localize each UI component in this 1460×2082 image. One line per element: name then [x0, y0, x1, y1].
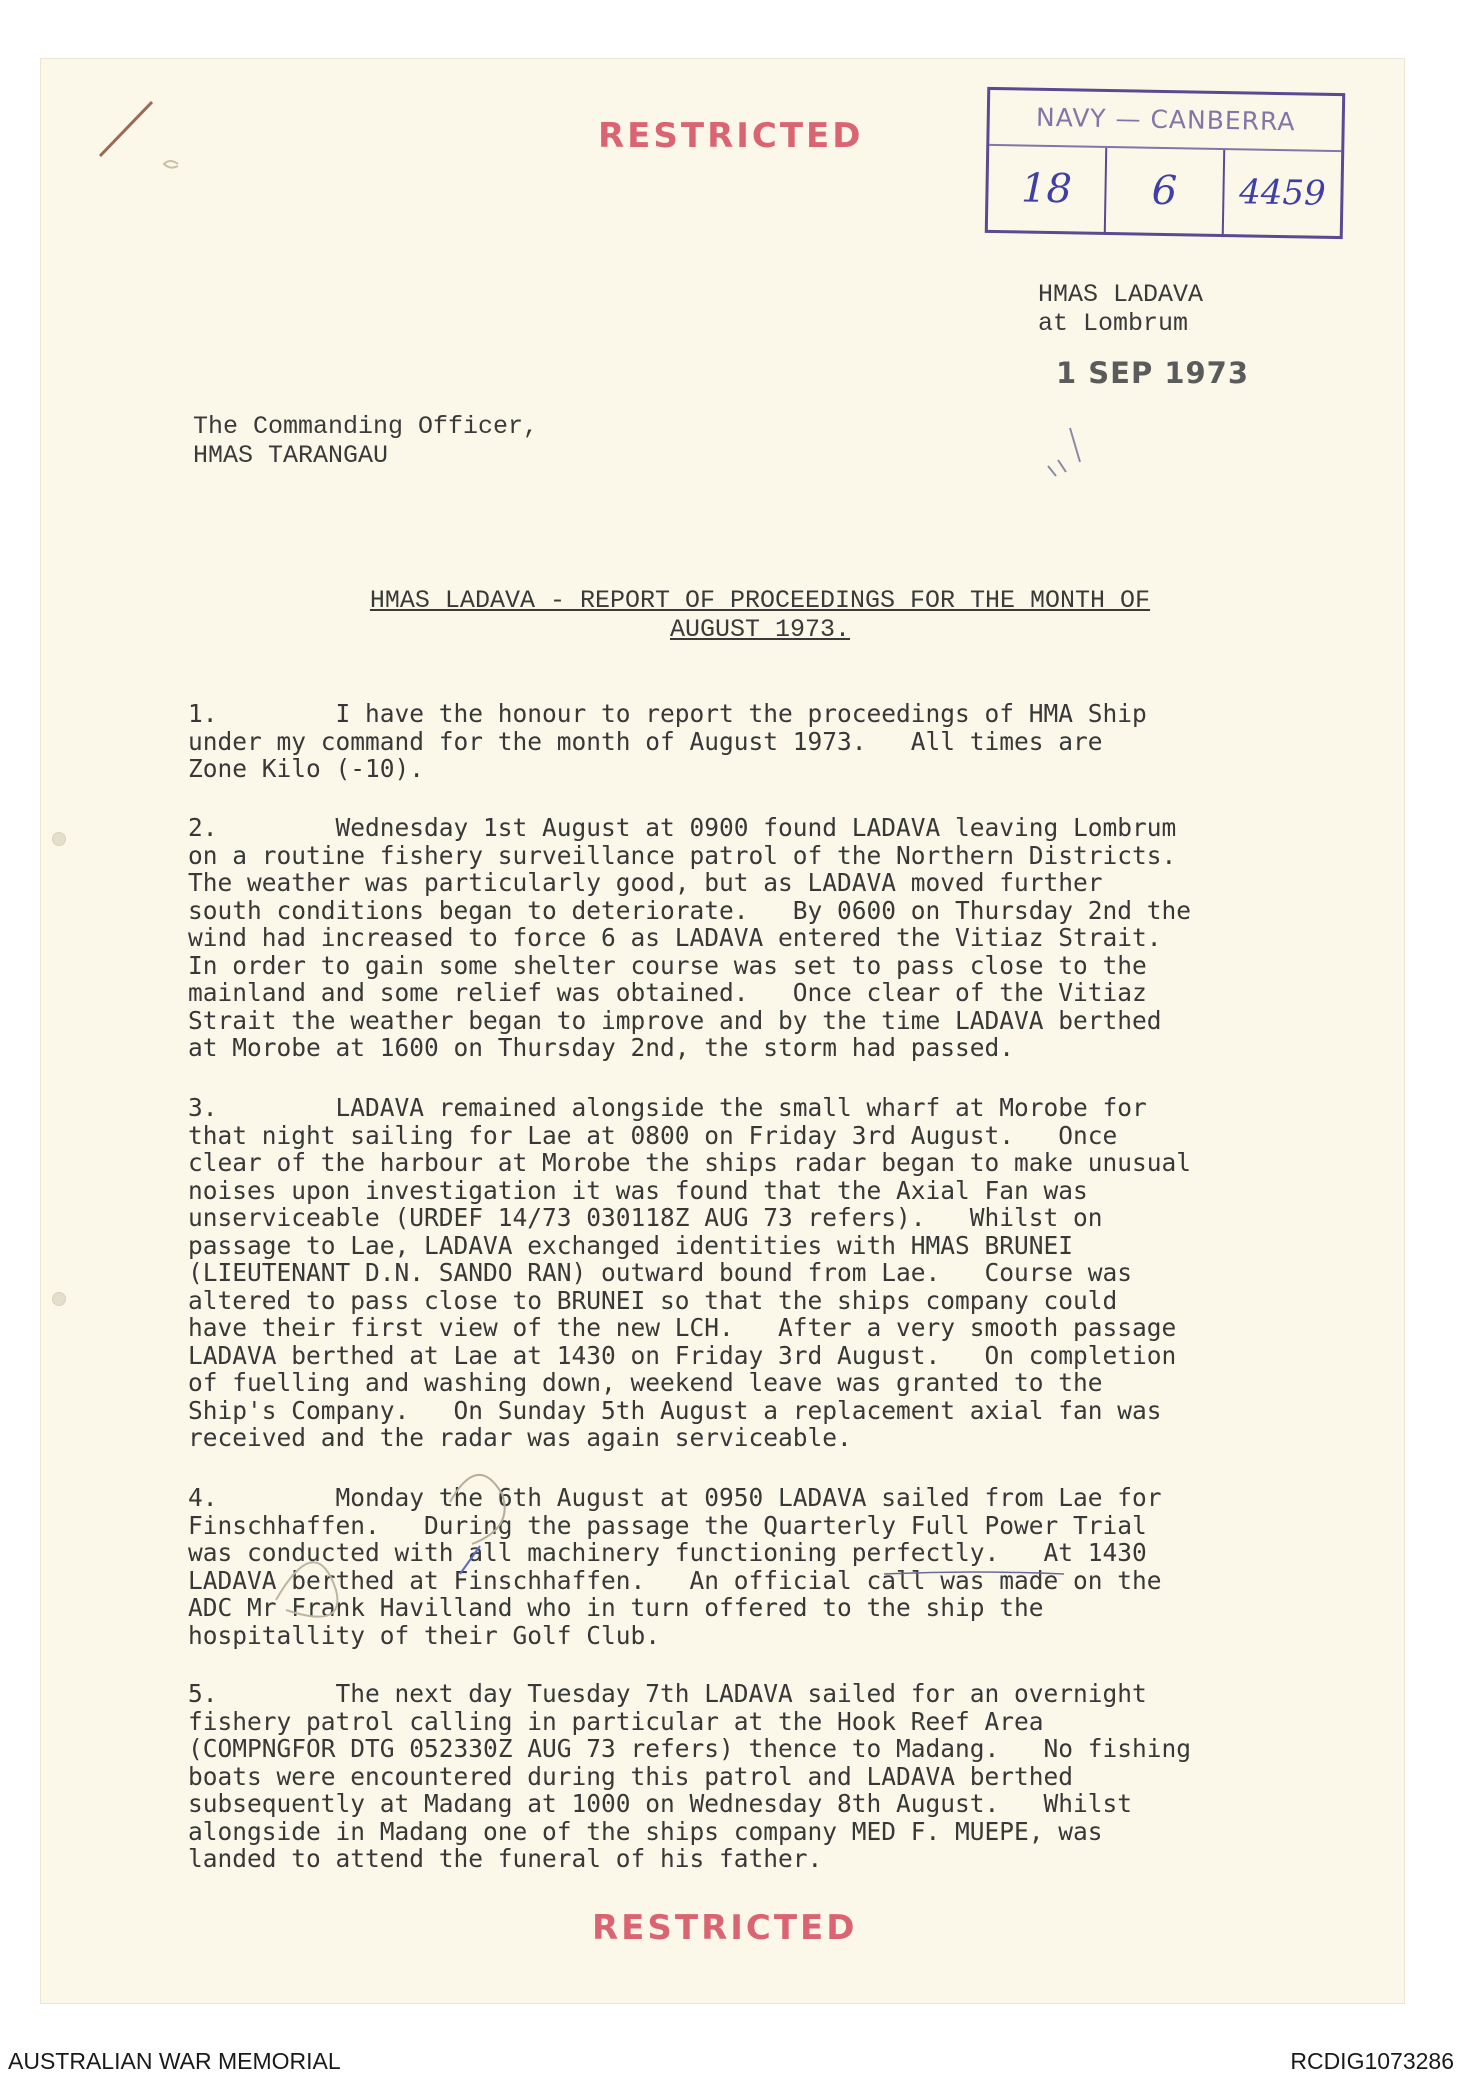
- registry-month: 6: [1106, 148, 1225, 234]
- heading-line-1: HMAS LADAVA - REPORT OF PROCEEDINGS FOR THE MONTH OF: [369, 586, 1151, 615]
- punch-hole: [52, 1292, 66, 1306]
- footer-institution: AUSTRALIAN WAR MEMORIAL: [8, 2048, 341, 2074]
- registry-stamp: [985, 87, 1345, 239]
- registry-day: 18: [988, 146, 1107, 232]
- recipient-title: The Commanding Officer,: [193, 412, 539, 441]
- pencil-annotation: [160, 1450, 560, 1630]
- pencil-mark: [92, 96, 182, 186]
- recipient-address: [193, 412, 538, 470]
- paragraph-5: 5. The next day Tuesday 7th LADAVA sailed for an overnight fishery patrol calling in particular at the Hook Reef Area (COMPNGFOR DTG 052330Z AUG 73 refers) thence to Madang. No fishing boats were encountered during this patrol and LADAVA berthed subsequently at Madang at 1000 on Wednesday 8th August. Whilst alongside in Madang one of the ships company MED F. MUEPE, was landed to attend the funeral of his father.: [188, 1679, 1192, 1873]
- paragraph-4: 4. Monday the 6th August at 0950 LADAVA sailed from Lae for Finschhaffen. During the passage the Quarterly Full Power Trial was conducted with all machinery functioning perfectly. At 1430 LADAVA berthed at Finschhaffen. An official call was made on the ADC Mr Frank Havilland who in turn offered to the ship the hospitallity of their Golf Club.: [188, 1483, 1162, 1650]
- sender-location: at Lombrum: [1038, 309, 1189, 338]
- paragraph-2: 2. Wednesday 1st August at 0900 found LADAVA leaving Lombrum on a routine fishery surveillance patrol of the Northern Districts. The weather was particularly good, but as LADAVA moved further south conditions began to deteriorate. By 0600 on Thursday 2nd the wind had increased to force 6 as LADAVA entered the Vitiaz Strait. In order to gain some shelter course was set to pass close to the mainland and some relief was obtained. Once clear of the Vitiaz Strait the weather began to improve and by the time LADAVA berthed at Morobe at 1600 on Thursday 2nd, the storm had passed.: [188, 813, 1192, 1062]
- punch-hole: [52, 832, 66, 846]
- report-heading: [320, 586, 1200, 644]
- registry-file-number: 4459: [1238, 172, 1327, 214]
- restricted-stamp-top: RESTRICTED: [598, 116, 864, 156]
- tick-mark: [1040, 424, 1100, 484]
- footer-document-id: RCDIG1073286: [1290, 2048, 1454, 2074]
- sender-ship: HMAS LADAVA: [1038, 280, 1204, 309]
- underline-mark: [880, 1568, 1080, 1580]
- date-received-stamp: 1 SEP 1973: [1056, 356, 1250, 390]
- heading-line-2: AUGUST 1973.: [669, 615, 851, 644]
- paragraph-1: 1. I have the honour to report the proceedings of HMA Ship under my command for the month of August 1973. All times are Zone Kilo (-10).: [188, 699, 1147, 783]
- paragraph-3: 3. LADAVA remained alongside the small wharf at Morobe for that night sailing for Lae at 0800 on Friday 3rd August. Once clear of the harbour at Morobe the ships radar began to make unusual noises upon investigation it was found that the Axial Fan was unserviceable (URDEF 14/73 030118Z AUG 73 refers). Whilst on passage to Lae, LADAVA exchanged identities with HMAS BRUNEI (LIEUTENANT D.N. SANDO RAN) outward bound from Lae. Course was altered to pass close to BRUNEI so that the ships company could have their first view of the new LCH. After a very smooth passage LADAVA berthed at Lae at 1430 on Friday 3rd August. On completion of fuelling and washing down, weekend leave was granted to the Ship's Company. On Sunday 5th August a replacement axial fan was received and the radar was again serviceable.: [188, 1093, 1192, 1452]
- registry-stamp-title: NAVY — CANBERRA: [989, 90, 1342, 152]
- restricted-stamp-bottom: RESTRICTED: [592, 1908, 858, 1948]
- sender-address: [1038, 280, 1203, 338]
- recipient-ship: HMAS TARANGAU: [193, 441, 389, 470]
